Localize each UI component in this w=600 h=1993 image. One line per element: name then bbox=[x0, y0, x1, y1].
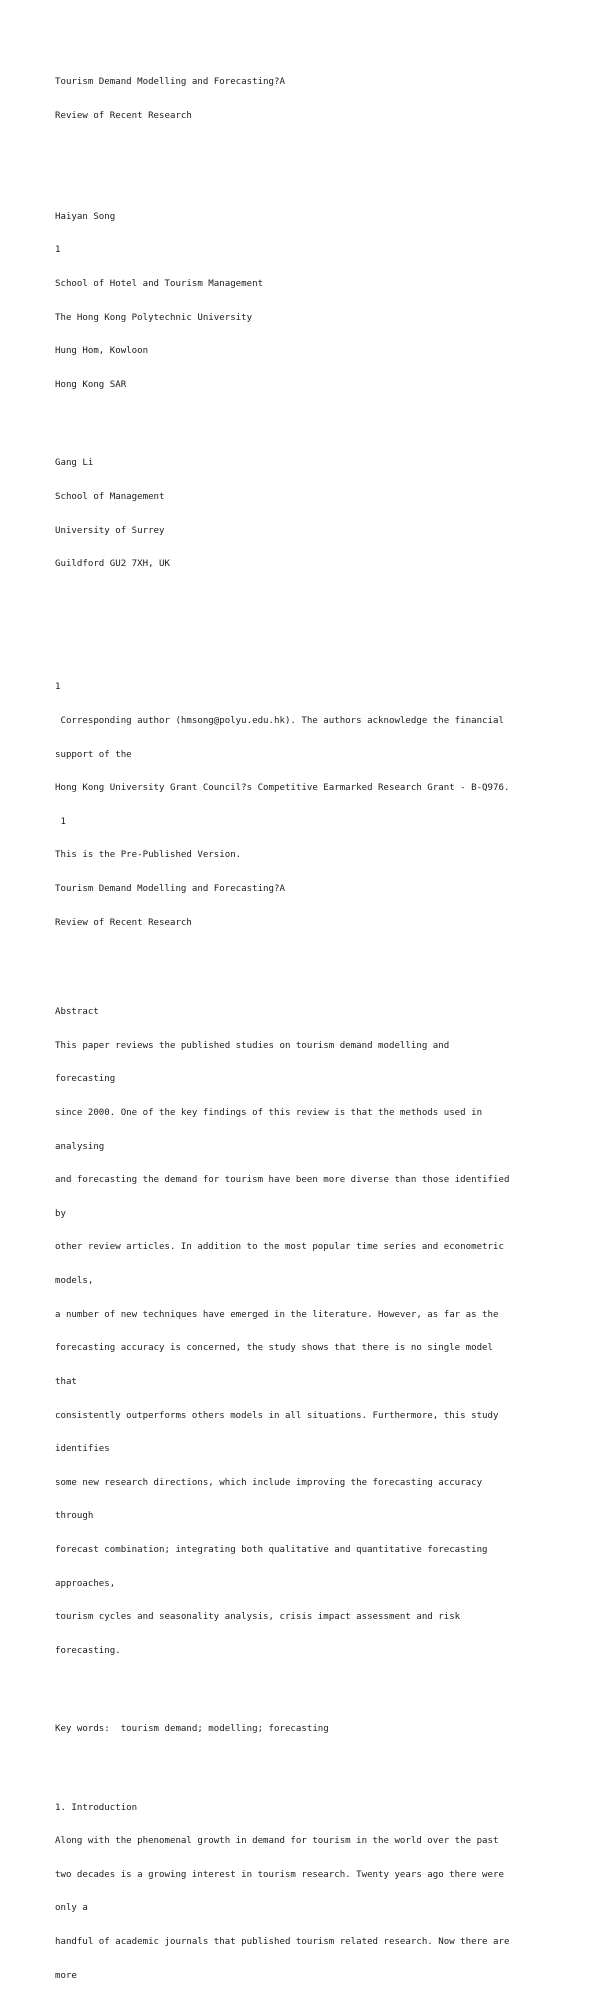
keywords: Key words: tourism demand; modelling; forecasting bbox=[55, 1724, 329, 1735]
abstract-line: identifies bbox=[55, 1444, 110, 1455]
footnote-mark: 1 bbox=[55, 245, 61, 256]
abstract-line: other review articles. In addition to the most popular time series and econometric bbox=[55, 1242, 504, 1253]
abstract-line: This paper reviews the published studies on tourism demand modelling and bbox=[55, 1040, 450, 1051]
paper-title-line-2: Review of Recent Research bbox=[55, 111, 192, 122]
paper-title-line-1: Tourism Demand Modelling and Forecasting?A bbox=[55, 883, 285, 894]
author-affiliation-line: Hung Hom, Kowloon bbox=[55, 346, 149, 357]
abstract-line: approaches, bbox=[55, 1578, 116, 1589]
prepublished-note: This is the Pre-Published Version. bbox=[55, 850, 242, 861]
abstract-line: tourism cycles and seasonality analysis, crisis impact assessment and risk bbox=[55, 1612, 461, 1623]
abstract-line: forecasting bbox=[55, 1074, 116, 1085]
author-affiliation-line: Guildford GU2 7XH, UK bbox=[55, 559, 170, 570]
intro-line: handful of academic journals that published tourism related research. Now there are bbox=[55, 1937, 510, 1948]
abstract-line: through bbox=[55, 1511, 94, 1522]
footnote-line: Hong Kong University Grant Council?s Competitive Earmarked Research Grant - B-Q976. bbox=[55, 783, 510, 794]
paper-title-line-2: Review of Recent Research bbox=[55, 917, 192, 928]
page-number: 1 bbox=[55, 816, 66, 827]
intro-line: two decades is a growing interest in tourism research. Twenty years ago there were bbox=[55, 1869, 504, 1880]
footnote-mark: 1 bbox=[55, 682, 61, 693]
author-affiliation-line: Hong Kong SAR bbox=[55, 379, 127, 390]
abstract-line: consistently outperforms others models in all situations. Furthermore, this study bbox=[55, 1410, 499, 1421]
document-page bbox=[55, 55, 555, 1993]
abstract-line: forecasting accuracy is concerned, the study shows that there is no single model bbox=[55, 1343, 493, 1354]
intro-heading: 1. Introduction bbox=[55, 1802, 138, 1813]
abstract-line: analysing bbox=[55, 1141, 105, 1152]
author-affiliation-line: University of Surrey bbox=[55, 525, 165, 536]
author-affiliation-line: School of Hotel and Tourism Management bbox=[55, 279, 264, 290]
footnote-line: Corresponding author (hmsong@polyu.edu.hk). The authors acknowledge the financial bbox=[55, 715, 504, 726]
abstract-line: since 2000. One of the key findings of this review is that the methods used in bbox=[55, 1108, 483, 1119]
abstract-line: forecast combination; integrating both qualitative and quantitative forecasting bbox=[55, 1544, 488, 1555]
footnote-line: support of the bbox=[55, 749, 132, 760]
abstract-line: some new research directions, which include improving the forecasting accuracy bbox=[55, 1477, 483, 1488]
intro-line: Along with the phenomenal growth in demand for tourism in the world over the past bbox=[55, 1836, 499, 1847]
abstract-line: and forecasting the demand for tourism have been more diverse than those identified bbox=[55, 1175, 510, 1186]
abstract-heading: Abstract bbox=[55, 1007, 99, 1018]
intro-line: only a bbox=[55, 1903, 88, 1914]
abstract-line: a number of new techniques have emerged in the literature. However, as far as the bbox=[55, 1309, 499, 1320]
paper-title-line-1: Tourism Demand Modelling and Forecasting?A bbox=[55, 77, 285, 88]
author-name: Gang Li bbox=[55, 458, 94, 469]
intro-line: more bbox=[55, 1970, 77, 1981]
abstract-line: that bbox=[55, 1376, 77, 1387]
abstract-line: by bbox=[55, 1208, 66, 1219]
author-name: Haiyan Song bbox=[55, 211, 116, 222]
abstract-line: forecasting. bbox=[55, 1645, 121, 1656]
author-affiliation-line: The Hong Kong Polytechnic University bbox=[55, 312, 253, 323]
abstract-line: models, bbox=[55, 1276, 94, 1287]
author-affiliation-line: School of Management bbox=[55, 491, 165, 502]
